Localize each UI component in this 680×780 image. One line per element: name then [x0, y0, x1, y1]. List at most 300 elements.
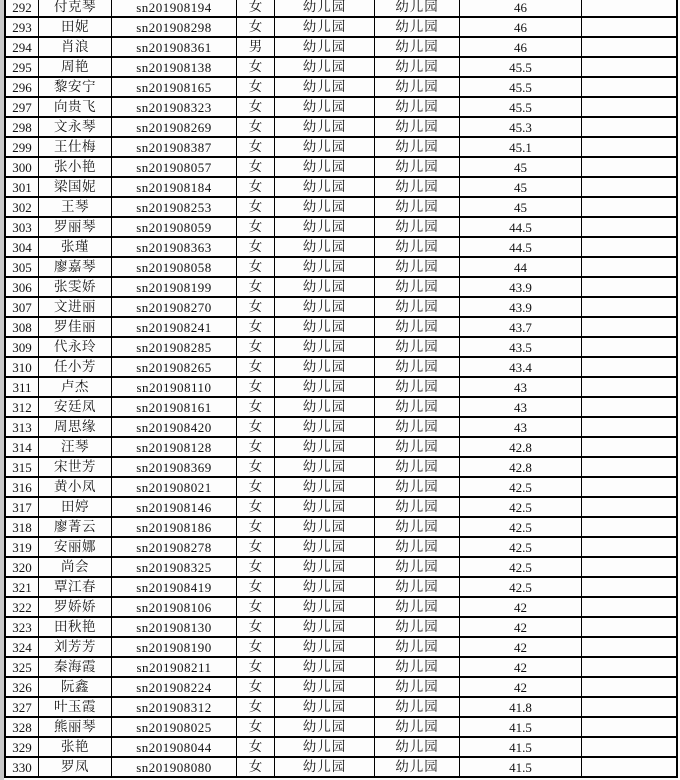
- empty-cell: [582, 378, 676, 396]
- kindergarten-cell-2: 幼儿园: [375, 78, 460, 96]
- score-cell: 45.5: [460, 58, 582, 76]
- kindergarten-cell-2: 幼儿园: [375, 418, 460, 436]
- table-row: [6, 358, 676, 378]
- kindergarten-cell-1: 幼儿园: [275, 698, 375, 716]
- exam-id-cell: sn201908059: [112, 218, 237, 236]
- candidate-name-cell: 黄小凤: [39, 478, 112, 496]
- table-row: [6, 158, 676, 178]
- row-number-cell: 295: [6, 58, 39, 76]
- candidate-name-cell: 田婷: [39, 498, 112, 516]
- score-cell: 44: [460, 258, 582, 276]
- row-number-cell: 327: [6, 698, 39, 716]
- gender-cell: 女: [237, 118, 275, 136]
- score-cell: 43: [460, 398, 582, 416]
- score-cell: 42.5: [460, 478, 582, 496]
- candidate-name-cell: 任小芳: [39, 358, 112, 376]
- candidate-name-cell: 宋世芳: [39, 458, 112, 476]
- score-cell: 42.8: [460, 458, 582, 476]
- row-number-cell: 301: [6, 178, 39, 196]
- score-cell: 42.5: [460, 538, 582, 556]
- gender-cell: 女: [237, 538, 275, 556]
- kindergarten-cell-2: 幼儿园: [375, 598, 460, 616]
- gender-cell: 女: [237, 358, 275, 376]
- score-cell: 42: [460, 618, 582, 636]
- gender-cell: 女: [237, 378, 275, 396]
- candidate-name-cell: 付克琴: [39, 0, 112, 16]
- empty-cell: [582, 598, 676, 616]
- row-number-cell: 308: [6, 318, 39, 336]
- kindergarten-cell-2: 幼儿园: [375, 678, 460, 696]
- row-number-cell: 300: [6, 158, 39, 176]
- kindergarten-cell-2: 幼儿园: [375, 58, 460, 76]
- gender-cell: 女: [237, 498, 275, 516]
- row-number-cell: 311: [6, 378, 39, 396]
- kindergarten-cell-2: 幼儿园: [375, 478, 460, 496]
- kindergarten-cell-2: 幼儿园: [375, 238, 460, 256]
- empty-cell: [582, 178, 676, 196]
- gender-cell: 女: [237, 338, 275, 356]
- exam-id-cell: sn201908241: [112, 318, 237, 336]
- exam-id-cell: sn201908146: [112, 498, 237, 516]
- empty-cell: [582, 438, 676, 456]
- row-number-cell: 296: [6, 78, 39, 96]
- exam-id-cell: sn201908057: [112, 158, 237, 176]
- table-row: [6, 738, 676, 758]
- empty-cell: [582, 758, 676, 776]
- kindergarten-cell-1: 幼儿园: [275, 178, 375, 196]
- row-number-cell: 317: [6, 498, 39, 516]
- empty-cell: [582, 0, 676, 16]
- kindergarten-cell-2: 幼儿园: [375, 0, 460, 16]
- empty-cell: [582, 338, 676, 356]
- kindergarten-cell-2: 幼儿园: [375, 98, 460, 116]
- score-cell: 44.5: [460, 218, 582, 236]
- score-cell: 43.4: [460, 358, 582, 376]
- score-cell: 46: [460, 0, 582, 16]
- row-number-cell: 321: [6, 578, 39, 596]
- exam-id-cell: sn201908420: [112, 418, 237, 436]
- kindergarten-cell-1: 幼儿园: [275, 358, 375, 376]
- table-row: [6, 718, 676, 738]
- kindergarten-cell-2: 幼儿园: [375, 618, 460, 636]
- kindergarten-cell-2: 幼儿园: [375, 278, 460, 296]
- table-row: [6, 578, 676, 598]
- table-row: [6, 98, 676, 118]
- candidate-name-cell: 梁国妮: [39, 178, 112, 196]
- table-row: [6, 118, 676, 138]
- exam-id-cell: sn201908363: [112, 238, 237, 256]
- exam-id-cell: sn201908021: [112, 478, 237, 496]
- kindergarten-cell-2: 幼儿园: [375, 378, 460, 396]
- candidate-name-cell: 向贵飞: [39, 98, 112, 116]
- exam-id-cell: sn201908161: [112, 398, 237, 416]
- table-row: [6, 58, 676, 78]
- row-number-cell: 320: [6, 558, 39, 576]
- kindergarten-cell-2: 幼儿园: [375, 198, 460, 216]
- kindergarten-cell-2: 幼儿园: [375, 538, 460, 556]
- row-number-cell: 310: [6, 358, 39, 376]
- kindergarten-cell-2: 幼儿园: [375, 258, 460, 276]
- score-table: [4, 0, 678, 778]
- table-row: [6, 278, 676, 298]
- gender-cell: 女: [237, 258, 275, 276]
- score-cell: 45: [460, 178, 582, 196]
- kindergarten-cell-2: 幼儿园: [375, 298, 460, 316]
- exam-id-cell: sn201908387: [112, 138, 237, 156]
- candidate-name-cell: 张瑾: [39, 238, 112, 256]
- candidate-name-cell: 罗佳丽: [39, 318, 112, 336]
- kindergarten-cell-1: 幼儿园: [275, 38, 375, 56]
- score-cell: 45.3: [460, 118, 582, 136]
- empty-cell: [582, 218, 676, 236]
- empty-cell: [582, 238, 676, 256]
- kindergarten-cell-2: 幼儿园: [375, 118, 460, 136]
- gender-cell: 女: [237, 58, 275, 76]
- row-number-cell: 319: [6, 538, 39, 556]
- empty-cell: [582, 278, 676, 296]
- gender-cell: 女: [237, 658, 275, 676]
- row-number-cell: 292: [6, 0, 39, 16]
- score-cell: 42.5: [460, 558, 582, 576]
- gender-cell: 女: [237, 678, 275, 696]
- candidate-name-cell: 周思缘: [39, 418, 112, 436]
- gender-cell: 女: [237, 238, 275, 256]
- candidate-name-cell: 田妮: [39, 18, 112, 36]
- kindergarten-cell-2: 幼儿园: [375, 518, 460, 536]
- kindergarten-cell-1: 幼儿园: [275, 538, 375, 556]
- kindergarten-cell-2: 幼儿园: [375, 158, 460, 176]
- gender-cell: 女: [237, 98, 275, 116]
- gender-cell: 女: [237, 738, 275, 756]
- exam-id-cell: sn201908186: [112, 518, 237, 536]
- row-number-cell: 297: [6, 98, 39, 116]
- candidate-name-cell: 周艳: [39, 58, 112, 76]
- score-cell: 45: [460, 198, 582, 216]
- empty-cell: [582, 618, 676, 636]
- table-row: [6, 258, 676, 278]
- score-cell: 42.5: [460, 498, 582, 516]
- kindergarten-cell-1: 幼儿园: [275, 458, 375, 476]
- kindergarten-cell-1: 幼儿园: [275, 738, 375, 756]
- kindergarten-cell-1: 幼儿园: [275, 398, 375, 416]
- row-number-cell: 312: [6, 398, 39, 416]
- gender-cell: 女: [237, 178, 275, 196]
- kindergarten-cell-1: 幼儿园: [275, 258, 375, 276]
- empty-cell: [582, 498, 676, 516]
- kindergarten-cell-2: 幼儿园: [375, 738, 460, 756]
- empty-cell: [582, 398, 676, 416]
- candidate-name-cell: 汪琴: [39, 438, 112, 456]
- gender-cell: 女: [237, 618, 275, 636]
- kindergarten-cell-1: 幼儿园: [275, 318, 375, 336]
- score-cell: 42: [460, 638, 582, 656]
- exam-id-cell: sn201908285: [112, 338, 237, 356]
- table-row: [6, 318, 676, 338]
- empty-cell: [582, 658, 676, 676]
- score-cell: 42: [460, 658, 582, 676]
- kindergarten-cell-2: 幼儿园: [375, 698, 460, 716]
- candidate-name-cell: 安丽娜: [39, 538, 112, 556]
- table-row: [6, 378, 676, 398]
- gender-cell: 女: [237, 18, 275, 36]
- table-row: [6, 398, 676, 418]
- empty-cell: [582, 198, 676, 216]
- table-row: [6, 0, 676, 18]
- exam-id-cell: sn201908194: [112, 0, 237, 16]
- gender-cell: 女: [237, 758, 275, 776]
- empty-cell: [582, 718, 676, 736]
- exam-id-cell: sn201908190: [112, 638, 237, 656]
- table-row: [6, 78, 676, 98]
- exam-id-cell: sn201908025: [112, 718, 237, 736]
- exam-id-cell: sn201908138: [112, 58, 237, 76]
- row-number-cell: 299: [6, 138, 39, 156]
- exam-id-cell: sn201908361: [112, 38, 237, 56]
- kindergarten-cell-1: 幼儿园: [275, 298, 375, 316]
- exam-id-cell: sn201908278: [112, 538, 237, 556]
- score-cell: 44.5: [460, 238, 582, 256]
- table-row: [6, 298, 676, 318]
- row-number-cell: 304: [6, 238, 39, 256]
- kindergarten-cell-2: 幼儿园: [375, 218, 460, 236]
- gender-cell: 女: [237, 398, 275, 416]
- exam-id-cell: sn201908058: [112, 258, 237, 276]
- kindergarten-cell-1: 幼儿园: [275, 758, 375, 776]
- gender-cell: 女: [237, 458, 275, 476]
- candidate-name-cell: 叶玉霞: [39, 698, 112, 716]
- table-row: [6, 138, 676, 158]
- exam-id-cell: sn201908325: [112, 558, 237, 576]
- table-row: [6, 478, 676, 498]
- kindergarten-cell-1: 幼儿园: [275, 558, 375, 576]
- row-number-cell: 326: [6, 678, 39, 696]
- score-cell: 42: [460, 598, 582, 616]
- table-row: [6, 598, 676, 618]
- score-cell: 42.5: [460, 518, 582, 536]
- row-number-cell: 305: [6, 258, 39, 276]
- kindergarten-cell-2: 幼儿园: [375, 318, 460, 336]
- gender-cell: 女: [237, 598, 275, 616]
- kindergarten-cell-1: 幼儿园: [275, 718, 375, 736]
- kindergarten-cell-1: 幼儿园: [275, 58, 375, 76]
- empty-cell: [582, 158, 676, 176]
- row-number-cell: 302: [6, 198, 39, 216]
- exam-id-cell: sn201908224: [112, 678, 237, 696]
- empty-cell: [582, 358, 676, 376]
- kindergarten-cell-2: 幼儿园: [375, 398, 460, 416]
- empty-cell: [582, 58, 676, 76]
- row-number-cell: 316: [6, 478, 39, 496]
- candidate-name-cell: 罗凤: [39, 758, 112, 776]
- empty-cell: [582, 418, 676, 436]
- row-number-cell: 329: [6, 738, 39, 756]
- kindergarten-cell-1: 幼儿园: [275, 98, 375, 116]
- empty-cell: [582, 318, 676, 336]
- kindergarten-cell-1: 幼儿园: [275, 278, 375, 296]
- empty-cell: [582, 18, 676, 36]
- exam-id-cell: sn201908419: [112, 578, 237, 596]
- kindergarten-cell-1: 幼儿园: [275, 18, 375, 36]
- gender-cell: 女: [237, 418, 275, 436]
- kindergarten-cell-2: 幼儿园: [375, 658, 460, 676]
- candidate-name-cell: 肖浪: [39, 38, 112, 56]
- exam-id-cell: sn201908298: [112, 18, 237, 36]
- score-cell: 42.5: [460, 578, 582, 596]
- table-row: [6, 438, 676, 458]
- empty-cell: [582, 458, 676, 476]
- row-number-cell: 313: [6, 418, 39, 436]
- candidate-name-cell: 廖菁云: [39, 518, 112, 536]
- row-number-cell: 309: [6, 338, 39, 356]
- empty-cell: [582, 558, 676, 576]
- empty-cell: [582, 298, 676, 316]
- empty-cell: [582, 698, 676, 716]
- table-row: [6, 538, 676, 558]
- candidate-name-cell: 王仕梅: [39, 138, 112, 156]
- score-cell: 43.9: [460, 298, 582, 316]
- kindergarten-cell-2: 幼儿园: [375, 558, 460, 576]
- kindergarten-cell-1: 幼儿园: [275, 678, 375, 696]
- score-cell: 43: [460, 418, 582, 436]
- row-number-cell: 307: [6, 298, 39, 316]
- candidate-name-cell: 秦海霞: [39, 658, 112, 676]
- gender-cell: 女: [237, 638, 275, 656]
- kindergarten-cell-2: 幼儿园: [375, 718, 460, 736]
- kindergarten-cell-2: 幼儿园: [375, 178, 460, 196]
- gender-cell: 女: [237, 518, 275, 536]
- exam-id-cell: sn201908199: [112, 278, 237, 296]
- gender-cell: 女: [237, 578, 275, 596]
- table-row: [6, 518, 676, 538]
- candidate-name-cell: 熊丽琴: [39, 718, 112, 736]
- kindergarten-cell-1: 幼儿园: [275, 438, 375, 456]
- gender-cell: 女: [237, 298, 275, 316]
- kindergarten-cell-1: 幼儿园: [275, 158, 375, 176]
- candidate-name-cell: 张艳: [39, 738, 112, 756]
- exam-id-cell: sn201908270: [112, 298, 237, 316]
- score-cell: 46: [460, 38, 582, 56]
- gender-cell: 女: [237, 558, 275, 576]
- score-cell: 41.5: [460, 738, 582, 756]
- table-row: [6, 458, 676, 478]
- table-row: [6, 758, 676, 778]
- score-cell: 42: [460, 678, 582, 696]
- row-number-cell: 303: [6, 218, 39, 236]
- kindergarten-cell-1: 幼儿园: [275, 118, 375, 136]
- candidate-name-cell: 张雯娇: [39, 278, 112, 296]
- score-cell: 46: [460, 18, 582, 36]
- score-cell: 41.5: [460, 718, 582, 736]
- candidate-name-cell: 黎安宁: [39, 78, 112, 96]
- row-number-cell: 322: [6, 598, 39, 616]
- kindergarten-cell-1: 幼儿园: [275, 578, 375, 596]
- candidate-name-cell: 王琴: [39, 198, 112, 216]
- empty-cell: [582, 678, 676, 696]
- gender-cell: 男: [237, 38, 275, 56]
- row-number-cell: 315: [6, 458, 39, 476]
- kindergarten-cell-1: 幼儿园: [275, 598, 375, 616]
- score-cell: 41.8: [460, 698, 582, 716]
- candidate-name-cell: 代永玲: [39, 338, 112, 356]
- row-number-cell: 323: [6, 618, 39, 636]
- kindergarten-cell-1: 幼儿园: [275, 218, 375, 236]
- exam-id-cell: sn201908080: [112, 758, 237, 776]
- candidate-name-cell: 罗娇娇: [39, 598, 112, 616]
- kindergarten-cell-1: 幼儿园: [275, 618, 375, 636]
- exam-id-cell: sn201908106: [112, 598, 237, 616]
- empty-cell: [582, 98, 676, 116]
- kindergarten-cell-1: 幼儿园: [275, 338, 375, 356]
- score-cell: 43.9: [460, 278, 582, 296]
- row-number-cell: 330: [6, 758, 39, 776]
- gender-cell: 女: [237, 438, 275, 456]
- gender-cell: 女: [237, 278, 275, 296]
- exam-id-cell: sn201908128: [112, 438, 237, 456]
- score-cell: 43: [460, 378, 582, 396]
- table-row: [6, 658, 676, 678]
- empty-cell: [582, 478, 676, 496]
- exam-id-cell: sn201908265: [112, 358, 237, 376]
- table-row: [6, 18, 676, 38]
- kindergarten-cell-1: 幼儿园: [275, 478, 375, 496]
- exam-id-cell: sn201908312: [112, 698, 237, 716]
- kindergarten-cell-1: 幼儿园: [275, 418, 375, 436]
- exam-id-cell: sn201908211: [112, 658, 237, 676]
- kindergarten-cell-2: 幼儿园: [375, 638, 460, 656]
- kindergarten-cell-1: 幼儿园: [275, 658, 375, 676]
- row-number-cell: 298: [6, 118, 39, 136]
- candidate-name-cell: 刘芳芳: [39, 638, 112, 656]
- table-row: [6, 498, 676, 518]
- score-cell: 45.5: [460, 78, 582, 96]
- table-row: [6, 38, 676, 58]
- candidate-name-cell: 尚会: [39, 558, 112, 576]
- candidate-name-cell: 卢杰: [39, 378, 112, 396]
- empty-cell: [582, 738, 676, 756]
- gender-cell: 女: [237, 478, 275, 496]
- exam-id-cell: sn201908130: [112, 618, 237, 636]
- kindergarten-cell-1: 幼儿园: [275, 138, 375, 156]
- kindergarten-cell-2: 幼儿园: [375, 438, 460, 456]
- gender-cell: 女: [237, 138, 275, 156]
- gender-cell: 女: [237, 698, 275, 716]
- kindergarten-cell-2: 幼儿园: [375, 358, 460, 376]
- exam-id-cell: sn201908323: [112, 98, 237, 116]
- candidate-name-cell: 田秋艳: [39, 618, 112, 636]
- table-row: [6, 618, 676, 638]
- gender-cell: 女: [237, 0, 275, 16]
- kindergarten-cell-2: 幼儿园: [375, 138, 460, 156]
- row-number-cell: 293: [6, 18, 39, 36]
- candidate-name-cell: 阮鑫: [39, 678, 112, 696]
- empty-cell: [582, 578, 676, 596]
- kindergarten-cell-1: 幼儿园: [275, 638, 375, 656]
- exam-id-cell: sn201908165: [112, 78, 237, 96]
- row-number-cell: 306: [6, 278, 39, 296]
- exam-id-cell: sn201908044: [112, 738, 237, 756]
- candidate-name-cell: 廖嘉琴: [39, 258, 112, 276]
- candidate-name-cell: 文永琴: [39, 118, 112, 136]
- kindergarten-cell-2: 幼儿园: [375, 458, 460, 476]
- candidate-name-cell: 张小艳: [39, 158, 112, 176]
- kindergarten-cell-1: 幼儿园: [275, 518, 375, 536]
- table-row: [6, 418, 676, 438]
- gender-cell: 女: [237, 158, 275, 176]
- score-cell: 45.1: [460, 138, 582, 156]
- exam-id-cell: sn201908369: [112, 458, 237, 476]
- gender-cell: 女: [237, 198, 275, 216]
- kindergarten-cell-1: 幼儿园: [275, 0, 375, 16]
